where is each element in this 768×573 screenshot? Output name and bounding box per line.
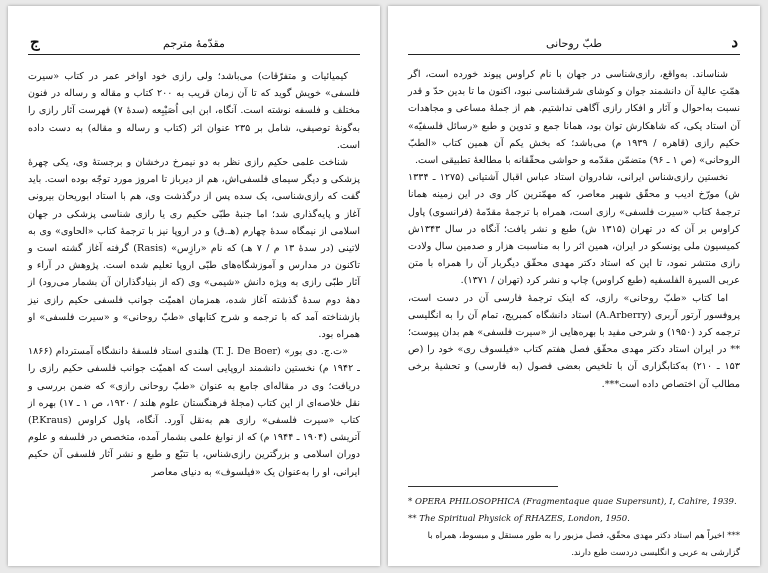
body-text: [408, 66, 740, 393]
paragraph: شناساند. به‌واقع، رازی‌شناسی در جهان با نام کراوس پیوند خورده است، اگر همّتِ عالیهٔ آن دانشمند جوان و کوشای شرقشناسی نبود، اکنون ما تا بدین حدّ و قدر نسبت به‌احوال و آثار و افکار رازی آگاهی نداشتیم. هم از جملهٔ مساعی و مجاهدات آن‌ استاد یکی، که شاهکارش توان بود، همانا جمع و تدوین و طبع «رسائل فلسفیّه» حکیم رازی (قاهره / ۱۹۳۹ م) می‌باشد؛ که بخش یکم آن همین کتاب «الطبّ الروحانی» (ص ۱ ـ ۹۶) متضمّن مقدّمه و حواشی محقّقانه با مطالعهٔ تطبیقی است.: [408, 69, 740, 167]
footnote: [408, 528, 740, 562]
footnote: [408, 494, 740, 511]
running-title: مقدّمهٔ مترجم: [163, 37, 225, 50]
running-title: طبّ روحانی: [545, 37, 603, 50]
paragraph: نخستین رازی‌شناس ایرانی، شادروان استاد عباس اقبال آشتیانی (۱۲۷۵ ـ ۱۳۳۴ ش) مورّخ ادیب و محقّق شهیر معاصر، که مهمّترین کار وی در این زمینه همانا ترجمهٔ کتاب «سیرت فلسفی» رازی است، همراه با ترجمهٔ مقدّمهٔ (فرانسوی) پاول کراوس بر آن که در تهران (۱۳۱۵ ش) طبع و نشر یافت؛ آنگاه در سال ۱۳۴۳ش کمیسیون ملی یونسکو در ایران، همین اثر را به مناسبت هزار و صدمین سال ولادت رازی منتشر نمود، تا این که استاد دکتر مهدی محقّق دیگربار آن را همراه با متن عربی السیرة الفلسفیه (طبع کراوس) چاپ و نشر کرد (تهران / ۱۳۷۱).: [408, 172, 740, 287]
footnote: [408, 511, 740, 528]
footnote-mark: *: [408, 497, 413, 507]
right-page: [388, 6, 760, 566]
page-number: ج: [30, 33, 40, 51]
footnote-text: OPERA PHILOSOPHICA (Fragmentaque quae Supersunt), I, Cahire, 1939.: [414, 497, 737, 507]
running-header: [28, 33, 360, 55]
paragraph: کیمیائیات و متفرّقات) می‌باشد؛ ولی رازی خود اواخر عمر در کتاب «سیرت فلسفی» خویش گوید که تا آن زمان قریب به ۲۰۰ کتاب و مقاله و رساله در فنون مختلف و فلسفه نوشته است. آنگاه، ابن ابی اُصَیْبِعه (سدهٔ ۷) فهرست آثار رازی را به‌گونهٔ توصیفی، شامل بر ۲۳۵ عنوان اثر (کتاب و رساله و مقاله) به دست داده است.: [28, 71, 360, 151]
footnote-text: اخیراً هم استاد دکتر مهدی محقّق، فصل مزبور را به طور مستقل و مبسوط، همراه با گزارشی به عربی و انگلیسی دردست طبع دارند.: [427, 531, 740, 558]
body-text: [28, 68, 360, 481]
running-header: [408, 33, 740, 55]
footnote-divider: [408, 486, 558, 487]
footnote-mark: ***: [727, 531, 740, 541]
footnote-text: The Spiritual Physick of RHAZES, London, 1950.: [419, 514, 630, 524]
paragraph: اما کتاب «طبّ روحانی» رازی، که اینک ترجمهٔ فارسی آن در دست است، پروفسور آرتور آربری (A.Arberry) استاد دانشگاه کمبریج، تمام آن را به انگلیسی ترجمه کرد (۱۹۵۰) و شرحی مفید با بهره‌هایی از «سیرت فلسفی» هم بدان پیوست؛** در ایران استاد دکتر مهدی محقّق فصل هفتم کتاب «فیلسوف ری» خود را (ص ۱۵۳ ـ ۲۱۰) به‌کتابگزاری آن با تلخیص بعضی فصول (به فارسی) و تحشیهٔ برخی مطالب آن اختصاص داده است***.: [408, 292, 740, 390]
paragraph: «ت.ج. دی بور» (T. J. De Boer) هلندی استاد فلسفهٔ دانشگاه آمستردام (۱۸۶۶ ـ ۱۹۴۲ م) نخستین دانشمند اروپایی است که اهمیّت جوانب فلسفی حکیم رازی را دریافت؛ وی در مقاله‌ای جامع به عنوان «طبّ روحانی رازی» که ضمن بررسی و نقل خلاصه‌ای از این کتاب (مجلهٔ فرهنگستان علوم هلند / ۱۹۲۰، ص ۱ ـ ۱۷) بهره از کتاب «سیرت فلسفی» رازی هم به‌نقل آورد. آنگاه، پاول کراوس (P.Kraus) آتریشی (۱۹۰۴ ـ ۱۹۴۴ م) که از نوابغ علمی بشمار آمده، متخصص در فلسفه و علوم دوران اسلامی و بزرگترین رازی‌شناس، با تتبّع و طبع و نشر آثار فلسفی آن حکیم ایرانی، او را به‌عنوان یک «فیلسوف» به دنیای معاصر: [28, 346, 360, 478]
page-number: د: [731, 33, 738, 51]
footnotes: [408, 494, 740, 562]
paragraph: شناخت علمی حکیم رازی نظر به دو نیمرخ درخشان و برجستهٔ وی، یکی چهرهٔ پزشکی و دیگر سیمای فلسفی‌اش، هم از دیرباز تا امروز مورد توجّه بوده است. باید گفت که رازی‌شناسی، یک سده پس از درگذشت وی، هم با استاد ابوریحان بیرونی آغاز و پایه‌گذاری شد؛ اما جنبهٔ طبّی حکیم ری یا رازی شناسی پزشکی در جهان اسلامی از نیمگاه سدهٔ چهارم (هـ.ق) و در اروپا نیز با ترجمهٔ کتاب «الحاوی» وی به لاتینی (در سدهٔ ۱۳ م / ۷ هـ) که نام «رازِس» (Rasis) گرفته آغاز گشته است و تاکنون در مدارس و آموزشگاه‌های طبّی اروپا تعلیم شده است. پژوهش در آراء و آثار طبّی رازی به ویژه دانش «شیمی» وی (که از بنیادگذاران آن بشمار می‌رود) از دههٔ دوم سدهٔ گذشته آغاز شده، همزمان اهمیّت جوانب فلسفی حکیم رازی نیز بازشناخته آمد که با ترجمه و شرح کتابهای «طبّ روحانی» و «سیرت فلسفی» او همراه بود.: [28, 157, 360, 341]
footnote-mark: **: [408, 514, 417, 524]
left-page: [8, 6, 380, 566]
